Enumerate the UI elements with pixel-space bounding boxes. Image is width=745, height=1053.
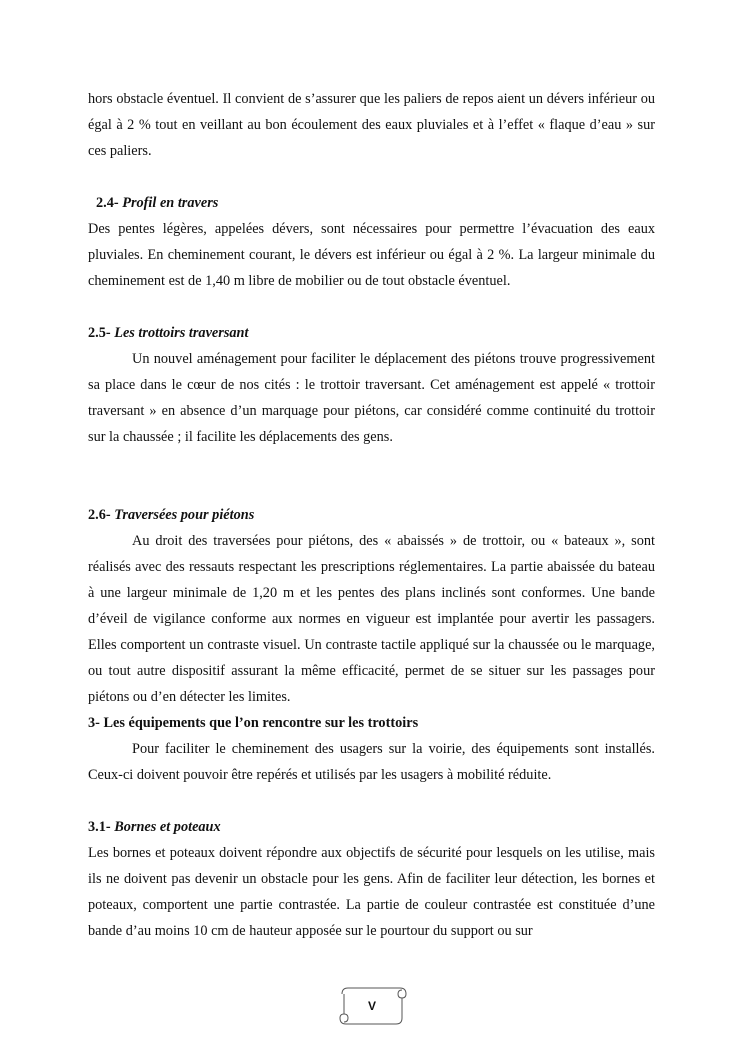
heading-title: Les trottoirs traversant [114, 325, 249, 341]
spacer [88, 788, 655, 814]
spacer [88, 450, 655, 502]
heading-3: 3- Les équipements que l’on rencontre sur les trottoirs [88, 715, 419, 731]
heading-number: 3.1- [88, 819, 111, 835]
heading-number: 2.6- [88, 507, 111, 523]
paragraph-bornes-poteaux: Les bornes et poteaux doivent répondre aux objectifs de sécurité pour lesquels on les utilise, mais ils ne doivent pas devenir un obstacle pour les gens. Afin de faciliter leur détection, les bornes et poteaux, comportent une partie contrastée. La partie de couleur contrastée est constituée d’une bande d’au moins 10 cm de hauteur apposée sur le pourtour du support ou sur [88, 845, 655, 939]
heading-title: Profil en travers [122, 195, 219, 211]
spacer [88, 294, 655, 320]
heading-number: 2.4- [96, 195, 119, 211]
page-footer [336, 984, 408, 1028]
page-number: V [367, 999, 376, 1013]
heading-number: 2.5- [88, 325, 111, 341]
paragraph-traversees-pietons: Au droit des traversées pour piétons, des « abaissés » de trottoir, ou « bateaux », sont réalisés avec des ressauts respectant les prescriptions réglementaires. La partie abaissée du bateau à une largeur minimale de 1,20 m et les pentes des plans inclinés sont conformes. Une bande d’éveil de vigilance conforme aux normes en vigueur est implantée pour avertir les passagers. Elles comportent un contraste visuel. Un contraste tactile appliqué sur la chaussée ou le marquage, ou tout autre dispositif assurant la même efficacité, permet de se situer sur les passages pour piétons ou d’en détecter les limites. [88, 533, 655, 705]
heading-2-6 [88, 502, 655, 528]
spacer [88, 164, 655, 190]
heading-2-5 [88, 320, 655, 346]
document-page [88, 86, 655, 944]
heading-title: Traversées pour piétons [114, 507, 255, 523]
paragraph-trottoirs-traversant: Un nouvel aménagement pour faciliter le déplacement des piétons trouve progressivement sa place dans le cœur de nos cités : le trottoir traversant. Cet aménagement est appelé « trottoir traversant » en absence d’un marquage pour piétons, car considéré comme continuité du trottoir sur la chaussée ; il facilite les déplacements des gens. [88, 351, 655, 445]
paragraph-equipements: Pour faciliter le cheminement des usagers sur la voirie, des équipements sont installés. Ceux-ci doivent pouvoir être repérés et utilisés par les usagers à mobilité réduite. [88, 741, 655, 783]
paragraph-profil-travers: Des pentes légères, appelées dévers, sont nécessaires pour permettre l’évacuation des eaux pluviales. En cheminement courant, le dévers est inférieur ou égal à 2 %. La largeur minimale du cheminement est de 1,40 m libre de mobilier ou de tout obstacle éventuel. [88, 221, 655, 289]
heading-title: Bornes et poteaux [114, 819, 221, 835]
heading-2-4 [88, 190, 655, 216]
heading-3-1 [88, 814, 655, 840]
paragraph-paliers-repos: hors obstacle éventuel. Il convient de s’assurer que les paliers de repos aient un dévers inférieur ou égal à 2 % tout en veillant au bon écoulement des eaux pluviales et à l’effet « flaque d’eau » sur ces paliers. [88, 91, 655, 159]
